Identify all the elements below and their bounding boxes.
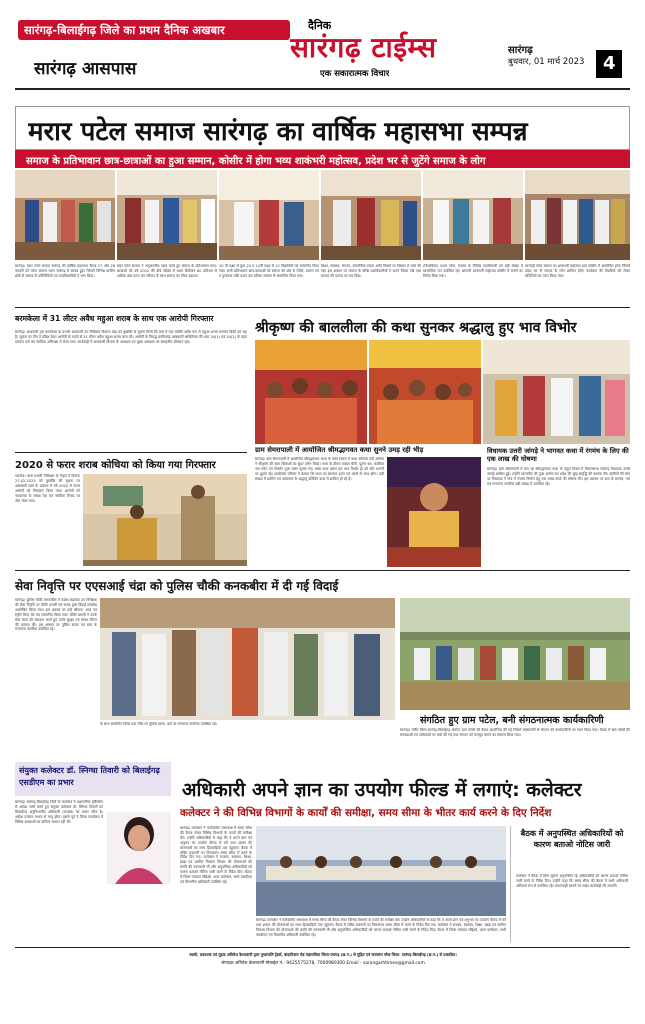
lead-photo-5 [423,170,523,260]
arrest-body: भटगांव। थाना प्रभारी निरीक्षक के नेतृत्व में दिनांक 27.02.2023 को मुखबिर की सूचना पर आबकारी एक्ट के प्रकरण में वर्ष 2020 से फरार आरोपी को गिरफ्तार किया गया। आरोपी को न्यायालय के समक्ष पेश कर न्यायिक रिमांड पर जेल भेजा गया। [15,474,80,503]
retirement-caption: के साथ सम्मानित किया गया मौके पर पुलिस स्टाफ, ग्राम के गणमान्य नागरिक उपस्थित रहे। [100,722,218,726]
krishna-body: सारंगढ़। ग्राम सेमरापाली में आयोजित श्रीमद्भागवत कथा के पंचम दिवस में कथा वाचिका देवी अनिता ने श्रीकृष्ण की बाल लीलाओं का सुंदर वर्णन किया। कथा के दौरान माखन चोरी, पूतना वध, कालिया नाग मर्दन एवं गोवर्धन पूजा प्रसंग सुनाए गए। भक्त कथा श्रवण कर भाव विभोर हो उठे और भजनों पर झूमते रहे। आयोजक परिवार ने बताया कि कथा का समापन हवन एवं भंडारे के साथ होगा। बड़ी संख्या में ग्रामीण एवं आसपास के श्रद्धालु प्रतिदिन कथा में शामिल हो रहे हैं। [255,457,384,481]
collector-box-headline: बैठक में अनुपस्थित अधिकारियों को कारण बताओ नोटिस जारी [520,829,624,849]
lead-photo-1 [15,170,115,260]
page-number: 4 [603,53,616,74]
masthead [8,18,637,84]
arrest-photo [83,474,247,566]
krishna-photo-1 [255,340,367,444]
retirement-photo [100,598,395,720]
footer-line-1: स्वामी, प्रकाशक एवं मुद्रक अमितेश केशरवानी द्वारा पुष्पांजलि ट्रेडर्स, बांदाटिकरा रोड महासमिया जिला-रायगढ़ (छ.ग.) से मुद्रित एवं जयस्तंभ चौक जिला- सारंगढ़-बिलाईगढ़ (छ.ग.) से प्रकाशित। [189,952,457,957]
daily-label: दैनिक [308,19,332,32]
lead-body-col-4: शिक्षा, स्वास्थ्य, संगठन, सामाजिक एकता आदि विषयों पर विस्तार से चर्चा की गई। इस अवसर पर समाज के वरिष्ठ पदाधिकारियों ने अपने विचार रखे तथा समाज की एकता पर बल दिया। [321,264,421,278]
lead-body-col-2: सहर पटेल समाज ने अनुकरणीय पहल करते हुए समाज के प्रतिभावान छात्र-छात्राओं को वर्ष 2022 की बोर्ड परीक्षा में प्रथम डिवीजन 60 प्रतिशत से अधिक अंक प्राप्त कर परिवार के साथ समाज का गौरव बढ़ाया। [117,264,217,278]
krishna-photo-2 [369,340,481,444]
lead-body-col-1: सारंगढ़। मरार पटेल समाज सारंगढ़ की वार्षिक महासभा बैठक 27 और 28 फरवरी को पटेल समाज भवन सारंगढ़ में सम्पन्न हुई। जिसमें विभिन्न ग्रामीण क्षेत्रों से समाज के प्रतिनिधियों एवं पदाधिकारियों ने भाग लिया। [15,264,115,278]
arrest-headline: 2020 से फरार शराब कोचिया को किया गया गिरफ्तार [15,460,216,471]
adm-headline: संयुक्त कलेक्टर डॉ. स्निग्धा तिवारी को बिलाईगढ़ एसडीएम का प्रभार [19,766,160,787]
lead-body-col-6: सारंगढ़ी पटेल समाज का शाकंभरी महोत्सव ग्राम कोसीर में आयोजित होगा जिसमें प्रदेश भर से समाज के लोग शामिल होंगे। कार्यक्रम की तैयारियों को लेकर समितियों का गठन किया गया। [525,264,630,278]
collector-headline: अधिकारी अपने ज्ञान का उपयोग फील्ड में लगाएं: कलेक्टर [182,779,582,801]
mla-headline: विधायक उत्तरी जांगड़े ने भागवत कथा में रंगमंच के लिए की एक लाख की घोषणा [487,447,629,463]
lead-headline: मरार पटेल समाज सारंगढ़ का वार्षिक महासभा सम्पन्न [28,117,528,147]
mid-divider [15,570,630,571]
krishna-storyteller-photo [387,457,481,567]
krishna-caption: ग्राम सेमरापाली में आयोजित श्रीमद्भागवत कथा सुनने उमड़ रही भीड़ [255,446,424,454]
footer-divider [15,947,630,948]
sangathan-headline: संगठित हुए ग्राम पटेल, बनी संगठनात्मक कार्यकारिणी [420,715,604,726]
lead-subheadline: समाज के प्रतिभावान छात्र-छात्राओं का हुआ सम्मान, कोसीर में होगा भव्य शाकंभरी महोत्सव, प्रदेश भर से जुटेंगे समाज के लोग [26,156,486,167]
collector-body-col-1: सारंगढ़। कलेक्टर ने कलेक्टोरेट सभाकक्ष में समय सीमा की बैठक लेकर विभिन्न विभागों के कार्यों की समीक्षा की। उन्होंने अधिकारियों से कहा कि वे अपने ज्ञान एवं अनुभव का उपयोग फील्ड में करें तथा शासन की योजनाओं का लाभ हितग्राहियों तक पहुंचाएं। बैठक में लंबित प्रकरणों का निराकरण समय सीमा में करने के निर्देश दिए गए। कलेक्टर ने राजस्व, स्वास्थ्य, शिक्षा, खाद्य एवं ग्रामीण विकास विभाग की योजनाओं की प्रगति की जानकारी ली और अनुपस्थित अधिकारियों को कारण बताओ नोटिस जारी करने के निर्देश दिए। बैठक में जिला पंचायत सीईओ, अपर कलेक्टर, सभी एसडीएम एवं विभागीय अधिकारी उपस्थित रहे। [180,826,252,884]
krishna-headline: श्रीकृष्ण की बाललीला की कथा सुनकर श्रद्धालु हुए भाव विभोर [255,320,577,336]
sangathan-body: सारंगढ़। नवीन जिला सारंगढ़-बिलाईगढ़ अंतर्गत ग्राम पटेलों की बैठक आयोजित की गई जिसमें सर्वसम्मति से संगठन की कार्यकारिणी का गठन किया गया। बैठक में ग्राम पटेलों की समस्याओं एवं अधिकारों पर चर्चा की गई तथा संगठन को मजबूत बनाने का संकल्प लिया गया। [400,728,630,737]
collector-body-col-2: सारंगढ़। कलेक्टर ने कलेक्टोरेट सभाकक्ष में समय सीमा की बैठक लेकर विभिन्न विभागों के कार्यों की समीक्षा की। उन्होंने अधिकारियों से कहा कि वे अपने ज्ञान एवं अनुभव का उपयोग फील्ड में करें तथा शासन की योजनाओं का लाभ हितग्राहियों तक पहुंचाएं। बैठक में लंबित प्रकरणों का निराकरण समय सीमा में करने के निर्देश दिए गए। कलेक्टर ने राजस्व, स्वास्थ्य, शिक्षा, खाद्य एवं ग्रामीण विकास विभाग की योजनाओं की प्रगति की जानकारी ली और अनुपस्थित अधिकारियों को कारण बताओ नोटिस जारी करने के निर्देश दिए। बैठक में जिला पंचायत सीईओ, अपर कलेक्टर, सभी एसडीएम एवं विभागीय अधिकारी उपस्थित रहे। [256,918,506,937]
krishna-photo-3 [483,340,630,444]
sangathan-photo [400,598,630,710]
lead-divider [15,307,630,308]
footer-line-2: संपादक अमितेश केशरवानी मोबाईल नं.- 9425575278, 7000980300 Email - sarangarhtimes@gmail.com [221,961,425,966]
lead-body-col-5: (विधायिका) प्रथम पटेल, समाज के विभिन्न पदाधिकारी एवं बड़ी संख्या में सामाजिक जन उपस्थित रहे। आगामी शाकंभरी महोत्सव कोसीर में मनाने का निर्णय लिया गया। [423,264,523,278]
lead-photo-4 [321,170,421,260]
liquor-headline: बरमकेला में 31 लीटर अवैध महुआ शराब के साथ एक आरोपी गिरफ्तार [15,314,214,323]
collector-subheadline: कलेक्टर ने की विभिन्न विभागों के कार्यों की समीक्षा, समय सीमा के भीतर कार्य करने के दिए निर्देश [180,807,552,819]
adm-body: सारंगढ़। सारंगढ़-बिलाईगढ़ जिले के कलेक्टर ने प्रशासनिक दृष्टिकोण से आदेश जारी करते हुए संयुक्त कलेक्टर डॉ. स्निग्धा तिवारी को बिलाईगढ़ अनुविभागीय अधिकारी (राजस्व) का प्रभार सौंपा है। आदेश तत्काल प्रभाव से लागू होगा। इससे पूर्व वे जिला कार्यालय में विभिन्न शाखाओं का दायित्व संभाल रही थीं। [15,800,103,824]
lead-photo-2 [117,170,217,260]
liquor-body: सारंगढ़। आबकारी वृत्त बरमकेला के प्रभारी आबकारी उप निरीक्षक विकास चंद्रा को मुखबिर से सूचना मिली कि ग्राम में एक व्यक्ति अवैध रूप से महुआ शराब बनाकर बिक्री कर रहा है। सूचना पर टीम ने दबिश देकर आरोपी के कब्जे से 31 लीटर अवैध महुआ शराब जप्त की। आरोपी के विरुद्ध छत्तीसगढ़ आबकारी अधिनियम की धारा 34(1) एवं 34(2) के तहत प्रकरण दर्ज कर न्यायिक अभिरक्षा में भेजा गया। कार्यवाही में आबकारी विभाग के आरक्षक एवं मुख्य आरक्षक का सराहनीय योगदान रहा। [15,330,247,344]
collector-meeting-photo [256,826,506,916]
collector-box-body: कलेक्टर ने बैठक में बिना सूचना अनुपस्थित रहे अधिकारियों को कारण बताओ नोटिस जारी करने के निर्देश दिए। उन्होंने कहा कि समय सीमा की बैठक में सभी अधिकारी अनिवार्य रूप से उपस्थित रहें। लापरवाही बरतने पर सख्त कार्यवाही की जाएगी। [516,874,628,888]
arrest-divider [15,452,247,453]
retirement-body: सारंगढ़। पुलिस चौकी कनकबीरा में पदस्थ सहायक उप निरीक्षक की सेवा निवृत्ति पर चौकी प्रभारी एवं स्टाफ द्वारा विदाई समारोह आयोजित किया गया। इस अवसर पर उन्हें श्रीफल, शाल एवं स्मृति चिन्ह भेंट कर सम्मानित किया गया। चौकी प्रभारी ने उनके सेवा काल की सराहना करते हुए उनके सुखद एवं स्वस्थ जीवन की कामना की। इस अवसर पर पुलिस स्टाफ एवं ग्राम के गणमान्य नागरिक उपस्थित रहे। [15,598,97,632]
masthead-tagline: सारंगढ़-बिलाईगढ़ जिले का प्रथम दैनिक अखबार [24,23,225,37]
retirement-headline: सेवा निवृत्ति पर एएसआई चंद्रा को पुलिस चौकी कनकबीरा में दी गई विदाई [15,579,339,593]
mla-body: सारंगढ़। ग्राम सेमरापाली में चल रहे श्रीमद्भागवत कथा के चतुर्थ दिवस में विधानसभा सारंगढ़ विधायक उत्तरी जांगड़े शामिल हुईं। उन्होंने व्यासपीठ की पूजा अर्चना कर प्रदेश की सुख समृद्धि की कामना की। ग्रामीणों की मांग पर विधायक ने गांव में रंगमंच निर्माण हेतु एक लाख रुपये की घोषणा की। इस अवसर पर ग्राम के सरपंच, पंच एवं गणमान्य नागरिक बड़ी संख्या में उपस्थित रहे। [487,467,630,486]
adm-portrait [107,812,171,884]
newspaper-name: सारंगढ़ टाईम्स [290,31,437,64]
lead-body-col-3: 10 वीं कक्षा से कुल 20 व 12वीं कक्षा से 12 विद्यार्थियों को सम्मानित किया गया। सभी प्रतिभावान छात्र-छात्राओं को समाज की ओर से मेमेंटो, प्रमाण पत्र व पुरस्कार राशि प्रदान कर प्रतिभा सम्मान से सम्मानित किया गया। [219,264,319,278]
section-title: सारंगढ़ आसपास [34,59,137,79]
lead-photo-3 [219,170,319,260]
newspaper-motto: एक सकारात्मक विचार [320,69,390,79]
masthead-divider [15,88,630,90]
issue-date: बुधवार, 01 मार्च 2023 [508,57,585,67]
city-label: सारंगढ़ [508,45,533,56]
lead-photo-6 [525,170,630,260]
